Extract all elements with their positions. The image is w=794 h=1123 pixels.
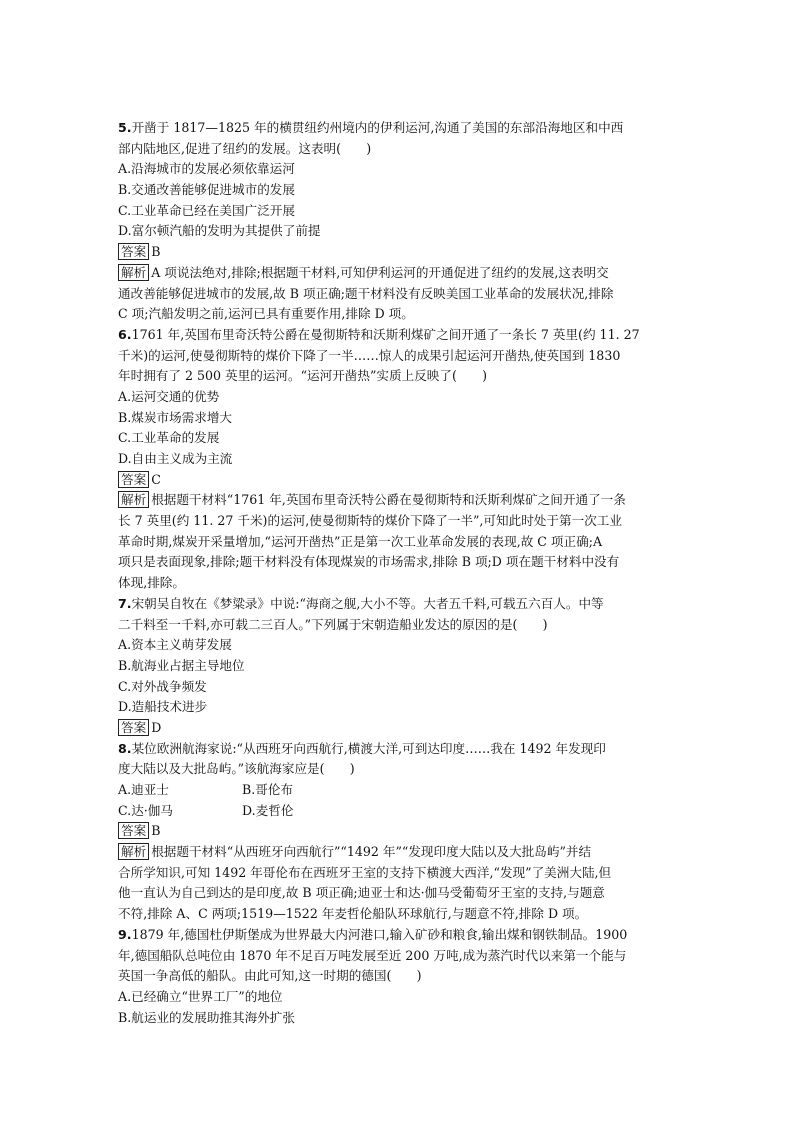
question-number: 9. xyxy=(118,926,132,942)
question-number: 7. xyxy=(118,595,132,611)
option-c: C.工业革命已经在美国广泛开展 xyxy=(118,202,295,218)
option-b: B.航运业的发展助推其海外扩张 xyxy=(118,1009,295,1025)
analysis-line: 体现,排除。 xyxy=(118,575,185,591)
answer-tag: 答案 xyxy=(118,822,149,839)
option-b: B.航海业占据主导地位 xyxy=(118,657,245,673)
answer-value: B xyxy=(151,823,161,839)
option-a: A.迪亚士 xyxy=(118,782,169,797)
options-row xyxy=(118,801,678,822)
question-number: 8. xyxy=(118,740,132,756)
question-7 xyxy=(118,594,678,739)
question-8 xyxy=(118,739,678,925)
question-9 xyxy=(118,925,678,1028)
option-d: D.富尔顿汽船的发明为其提供了前提 xyxy=(118,223,321,239)
analysis-line: 合所学知识,可知 1492 年哥伦布在西班牙王室的支持下横渡大西洋,“发现”了美洲大陆,但 xyxy=(118,864,612,880)
answer-tag: 答案 xyxy=(118,471,149,488)
answer-value: C xyxy=(151,471,161,487)
option-c: C.工业革命的发展 xyxy=(118,430,220,446)
option-b: B.交通改善能够促进城市的发展 xyxy=(118,182,295,198)
question-5 xyxy=(118,118,678,325)
option-a: A.运河交通的优势 xyxy=(118,388,220,404)
question-6 xyxy=(118,325,678,594)
question-stem-line: 6.1761 年,英国布里奇沃特公爵在曼彻斯特和沃斯利煤矿之间开通了一条长 7 英里(约 11. 27 xyxy=(118,326,640,342)
question-stem-line: 英国一争高低的船队。由此可知,这一时期的德国( ) xyxy=(118,968,422,984)
analysis-line: 他一直认为自己到达的是印度,故 B 项正确;迪亚士和达·伽马受葡萄牙王室的支持,与题意 xyxy=(118,885,605,901)
analysis-tag: 解析 xyxy=(118,264,149,281)
option-a: A.沿海城市的发展必须依靠运河 xyxy=(118,161,295,177)
analysis-line: 不符,排除 A、C 两项;1519—1522 年麦哲伦船队环球航行,与题意不符,排除 D 项。 xyxy=(118,906,588,922)
question-stem-line: 5.开凿于 1817—1825 年的横贯纽约州境内的伊利运河,沟通了美国的东部沿海地区和中西 xyxy=(118,120,624,135)
question-stem-line: 9.1879 年,德国杜伊斯堡成为世界最大内河港口,输入矿砂和粮食,输出煤和钢铁制品。1900 xyxy=(118,926,628,942)
analysis-line: 解析 根据题干材料“1761 年,英国布里奇沃特公爵在曼彻斯特和沃斯利煤矿之间开通了一条 xyxy=(118,490,678,511)
answer-line xyxy=(118,470,678,491)
option-d: D.自由主义成为主流 xyxy=(118,451,233,466)
question-stem-line: 千米)的运河,使曼彻斯特的煤价下降了一半……惊人的成果引起运河开凿热,使英国到 1830 xyxy=(118,347,621,363)
analysis-line: 解析 A 项说法绝对,排除;根据题干材料,可知伊利运河的开通促进了纽约的发展,这表明交 xyxy=(118,263,678,284)
analysis-line: 解析 根据题干材料“从西班牙向西航行”“1492 年”“发现印度大陆以及大批岛屿”并结 xyxy=(118,842,678,863)
question-stem-line: 年时拥有了 2 500 英里的运河。“运河开凿热”实质上反映了( ) xyxy=(118,368,488,384)
question-stem-line: 二千料至一千料,亦可载二三百人。”下列属于宋朝造船业发达的原因的是( ) xyxy=(118,616,548,632)
question-stem-line: 度大陆以及大批岛屿。”该航海家应是( ) xyxy=(118,761,355,777)
answer-value: B xyxy=(151,244,161,260)
option-d: D.麦哲伦 xyxy=(242,802,294,818)
question-stem-line: 年,德国船队总吨位由 1870 年不足百万吨发展至近 200 万吨,成为蒸汽时代以来第一个能与 xyxy=(118,947,627,963)
question-number: 5. xyxy=(118,120,132,135)
analysis-line: 革命时期,煤炭开采量增加,“运河开凿热”正是第一次工业革命发展的表现,故 C 项正确;A xyxy=(118,533,603,549)
question-stem-line: 部内陆地区,促进了纽约的发展。这表明( ) xyxy=(118,140,372,156)
answer-tag: 答案 xyxy=(118,243,149,260)
analysis-line: C 项;汽船发明之前,运河已具有重要作用,排除 D 项。 xyxy=(118,306,414,322)
answer-line xyxy=(118,718,678,739)
option-b: B.煤炭市场需求增大 xyxy=(118,409,233,425)
document-page xyxy=(118,118,678,1028)
analysis-tag: 解析 xyxy=(118,491,149,508)
question-stem-line: 7.宋朝吴自牧在《梦粱录》中说:“海商之舰,大小不等。大者五千料,可载五六百人。中等 xyxy=(118,595,604,611)
analysis-line: 长 7 英里(约 11. 27 千米)的运河,使曼彻斯特的煤价下降了一半”,可知此时处于第一次工业 xyxy=(118,513,622,529)
answer-line xyxy=(118,821,678,842)
question-number: 6. xyxy=(118,326,132,342)
option-a: A.资本主义萌芽发展 xyxy=(118,637,232,653)
option-a: A.已经确立“世界工厂”的地位 xyxy=(118,988,283,1004)
question-stem-line: 8.某位欧洲航海家说:“从西班牙向西航行,横渡大洋,可到达印度……我在 1492 年发现印 xyxy=(118,740,606,756)
option-c: C.对外战争频发 xyxy=(118,678,207,694)
analysis-line: 通改善能够促进城市的发展,故 B 项正确;题干材料没有反映美国工业革命的发展状况,排除 xyxy=(118,285,614,301)
answer-line xyxy=(118,242,678,263)
analysis-tag: 解析 xyxy=(118,843,149,860)
answer-tag: 答案 xyxy=(118,719,149,736)
analysis-line: 项只是表面现象,排除;题干材料没有体现煤炭的市场需求,排除 B 项;D 项在题干材料中没有 xyxy=(118,554,620,570)
option-c: C.达·伽马 xyxy=(118,802,173,818)
options-row xyxy=(118,780,678,801)
option-b: B.哥伦布 xyxy=(242,782,294,797)
option-d: D.造船技术进步 xyxy=(118,699,208,715)
answer-value: D xyxy=(151,719,162,735)
